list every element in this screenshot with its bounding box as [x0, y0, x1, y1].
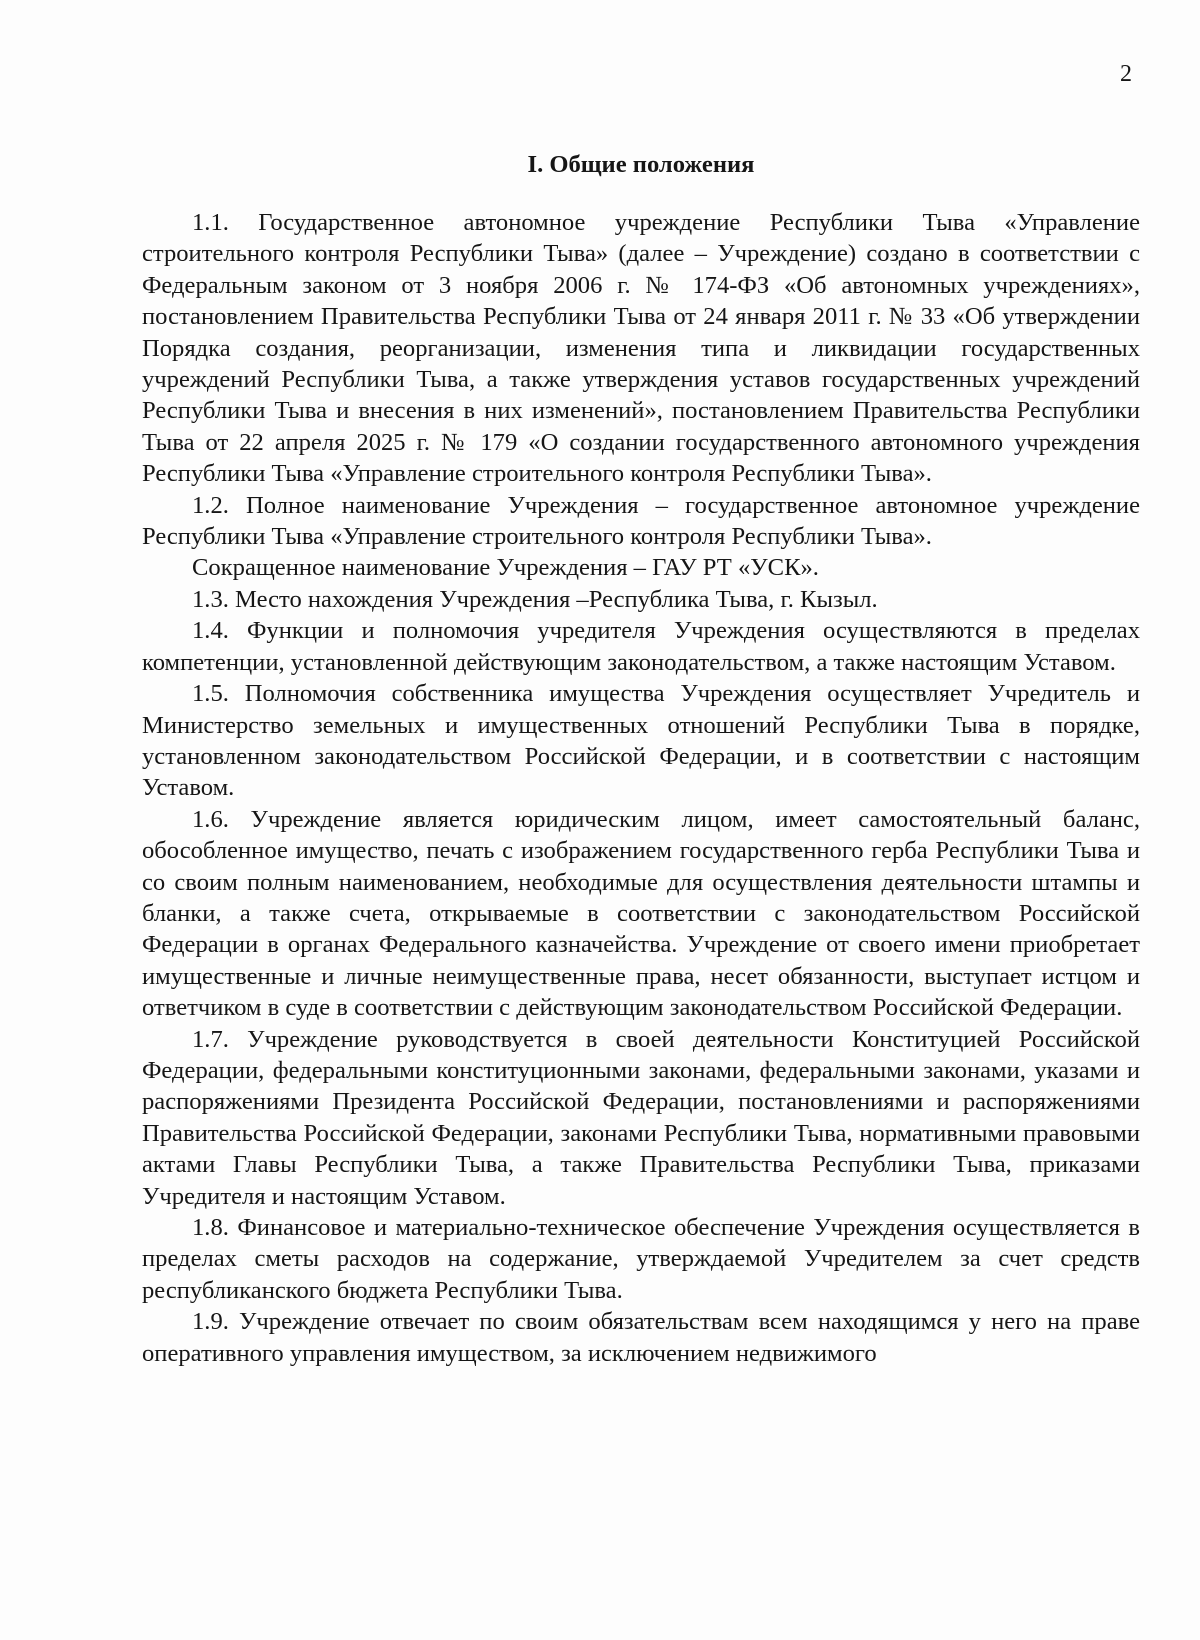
paragraph-1-7: 1.7. Учреждение руководствуется в своей деятельности Конституцией Российской Федерации, федеральными конституционными законами, федеральными законами, указами и распоряжениями Президента Российской Федерации, постановлениями и распоряжениями Правительства Российской Федерации, законами Республики Тыва, нормативными правовыми актами Главы Республики Тыва, а также Правительства Республики Тыва, приказами Учредителя и настоящим Уставом.	[142, 1025, 1140, 1210]
paragraph-1-5: 1.5. Полномочия собственника имущества Учреждения осуществляет Учредитель и Министерство земельных и имущественных отношений Республики Тыва в порядке, установленном законодательством Российской Федерации, и в соответствии с настоящим Уставом.	[142, 680, 1140, 802]
paragraph-1-4: 1.4. Функции и полномочия учредителя Учреждения осуществляются в пределах компетенции, установленной действующим законодательством, а также настоящим Уставом.	[142, 617, 1140, 676]
paragraph-1-8: 1.8. Финансовое и материально-техническое обеспечение Учреждения осуществляется в пределах сметы расходов на содержание, утверждаемой Учредителем за счет средств республиканского бюджета Республики Тыва.	[142, 1214, 1140, 1304]
paragraph-1-1: 1.1. Государственное автономное учреждение Республики Тыва «Управление строительного контроля Республики Тыва» (далее – Учреждение) создано в соответствии с Федеральным законом от 3 ноября 2006 г. № 174-ФЗ «Об автономных учреждениях», постановлением Правительства Республики Тыва от 24 января 2011 г. № 33 «Об утверждении Порядка создания, реорганизации, изменения типа и ликвидации государственных учреждений Республики Тыва, а также утверждения уставов государственных учреждений Республики Тыва и внесения в них изменений», постановлением Правительства Республики Тыва от 22 апреля 2025 г. № 179 «О создании государственного автономного учреждения Республики Тыва «Управление строительного контроля Республики Тыва».	[142, 209, 1140, 488]
paragraph-1-3: 1.3. Место нахождения Учреждения –Республика Тыва, г. Кызыл.	[192, 585, 878, 613]
paragraph-1-2: 1.2. Полное наименование Учреждения – государственное автономное учреждение Республики Тыва «Управление строительного контроля Республики Тыва».	[142, 491, 1140, 551]
page-number: 2	[1120, 61, 1132, 87]
section-title: I. Общие положения	[527, 151, 755, 178]
paragraph-1-9: 1.9. Учреждение отвечает по своим обязательствам всем находящимся у него на праве оперативного управления имуществом, за исключением недвижимого	[142, 1308, 1140, 1367]
paragraph-1-6: 1.6. Учреждение является юридическим лицом, имеет самостоятельный баланс, обособленное имущество, печать с изображением государственного герба Республики Тыва и со своим полным наименованием, необходимые для осуществления деятельности штампы и бланки, а также счета, открываемые в соответствии с законодательством Российской Федерации в органах Федерального казначейства. Учреждение от своего имени приобретает имущественные и личные неимущественные права, несет обязанности, выступает истцом и ответчиком в суде в соответствии с действующим законодательством Российской Федерации.	[142, 805, 1140, 1022]
paragraph-short-name: Сокращенное наименование Учреждения – ГАУ РТ «УСК».	[192, 554, 819, 582]
document-body	[142, 150, 1140, 1369]
